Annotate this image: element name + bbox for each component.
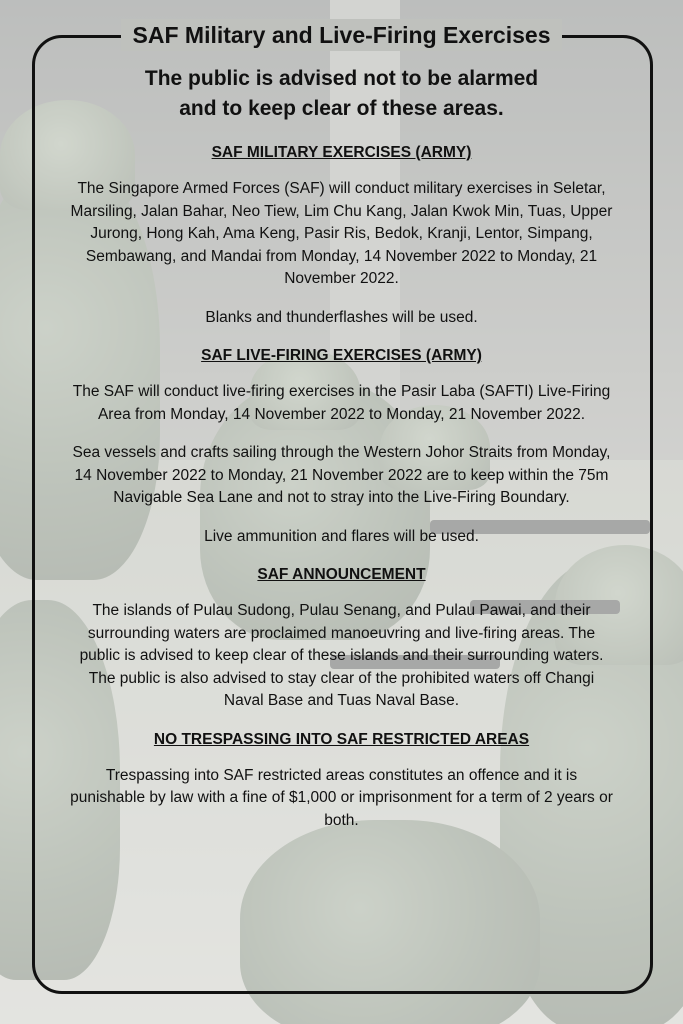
advisory-subtitle xyxy=(70,64,613,124)
section-paragraph: Trespassing into SAF restricted areas constitutes an offence and it is punishable by law with a fine of $1,000 or imprisonment for a term of 2 years or both. xyxy=(70,766,613,829)
section-paragraph: The Singapore Armed Forces (SAF) will conduct military exercises in Seletar, Marsiling, Jalan Bahar, Neo Tiew, Lim Chu Kang, Jalan Kwok Min, Tuas, Upper Jurong, Hong Kah, Ama Keng, Pasir Ris, Bedok, Kranji, Lentor, Simpang, Sembawang, and Mandai from Monday, 14 November 2022 to Monday, 21 November 2022. xyxy=(70,180,613,287)
section-live-firing xyxy=(70,345,613,548)
advisory-line-2: and to keep clear of these areas. xyxy=(179,97,504,120)
section-paragraph: Sea vessels and crafts sailing through the Western Johor Straits from Monday, 14 November 2022 to Monday, 21 November 2022 are to keep within the 75m Navigable Sea Lane and not to stray into the Live-Firing Boundary. xyxy=(72,444,611,506)
section-heading: SAF LIVE-FIRING EXERCISES (ARMY) xyxy=(201,347,482,364)
section-paragraph: The islands of Pulau Sudong, Pulau Senang, and Pulau Pawai, and their surrounding waters are proclaimed manoeuvring and live-firing areas. The public is advised to keep clear of these islands and their surrounding waters. The public is also advised to stay clear of the prohibited waters off Changi Naval Base and Tuas Naval Base. xyxy=(79,602,604,709)
section-heading: SAF MILITARY EXERCISES (ARMY) xyxy=(211,144,472,161)
section-heading: SAF ANNOUNCEMENT xyxy=(257,566,426,583)
section-military-exercises xyxy=(70,142,613,329)
section-paragraph: Live ammunition and flares will be used. xyxy=(204,527,479,545)
section-paragraph: Blanks and thunderflashes will be used. xyxy=(205,308,478,326)
section-announcement xyxy=(70,564,613,713)
section-no-trespassing xyxy=(70,729,613,833)
advisory-line-1: The public is advised not to be alarmed xyxy=(144,67,539,90)
section-heading: NO TRESPASSING INTO SAF RESTRICTED AREAS xyxy=(153,730,530,748)
section-paragraph: The SAF will conduct live-firing exercises in the Pasir Laba (SAFTI) Live-Firing Area from Monday, 14 November 2022 to Monday, 21 November 2022. xyxy=(72,383,611,423)
notice-content xyxy=(70,64,613,848)
page-title: SAF Military and Live-Firing Exercises xyxy=(121,19,563,51)
